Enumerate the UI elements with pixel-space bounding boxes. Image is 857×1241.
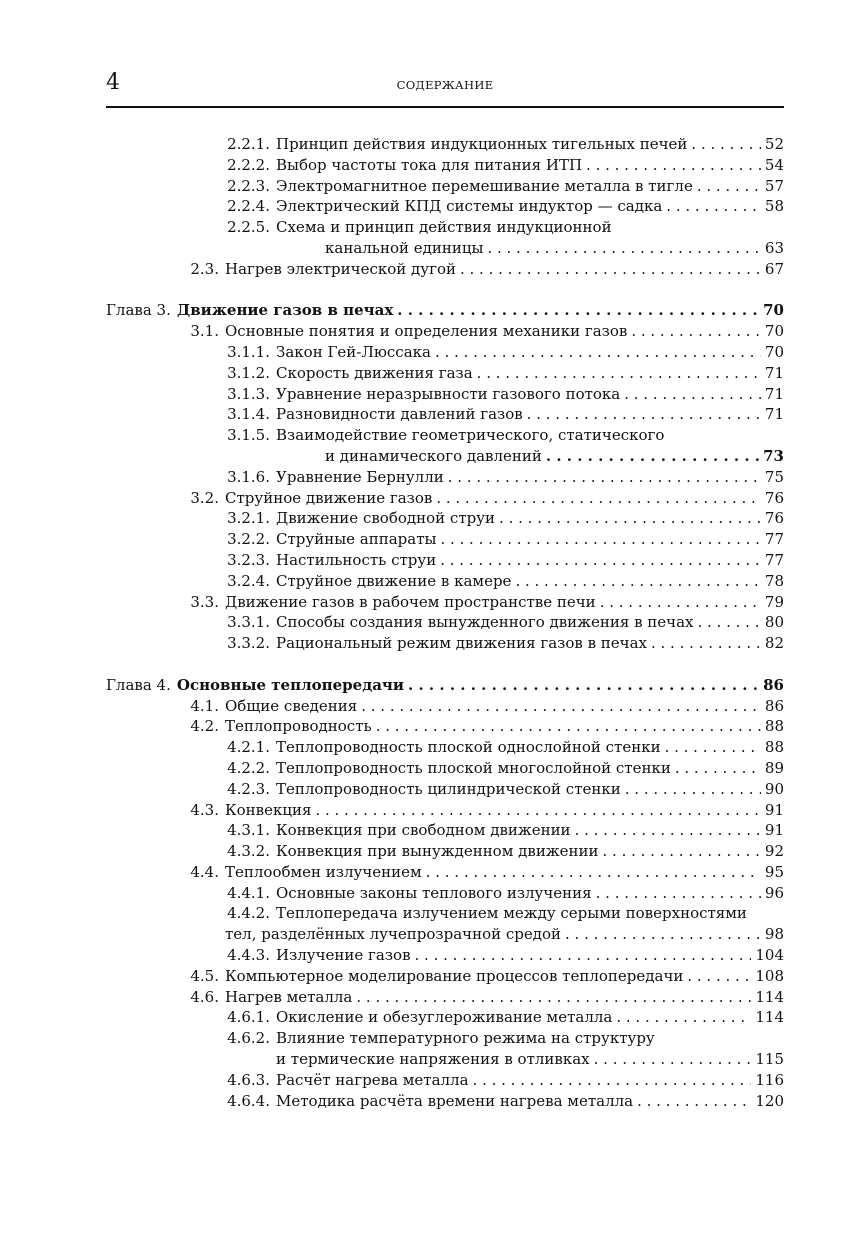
entry-page: 77 bbox=[764, 530, 784, 549]
toc-entry[interactable] bbox=[106, 1070, 784, 1091]
entry-title: Способы создания вынужденного движения в печах bbox=[276, 613, 694, 632]
leader-dots bbox=[616, 1007, 751, 1028]
toc-entry[interactable] bbox=[106, 176, 784, 197]
leader-dots bbox=[426, 862, 761, 883]
toc-entry[interactable] bbox=[106, 467, 784, 488]
entry-page: 92 bbox=[764, 842, 784, 861]
toc-entry[interactable] bbox=[106, 633, 784, 654]
entry-number: 4.1. bbox=[190, 696, 219, 715]
entry-title: Нагрев электрической дугой bbox=[225, 259, 456, 278]
toc-entry[interactable] bbox=[106, 488, 784, 509]
leader-dots bbox=[435, 342, 761, 363]
leader-dots bbox=[637, 1091, 751, 1112]
leader-dots bbox=[675, 758, 761, 779]
toc-entry[interactable] bbox=[106, 737, 784, 758]
leader-dots bbox=[397, 300, 759, 321]
entry-number: 3.3.2. bbox=[227, 634, 270, 653]
toc-entry[interactable] bbox=[106, 841, 784, 862]
entry-page: 91 bbox=[764, 821, 784, 840]
leader-dots bbox=[527, 404, 761, 425]
toc-entry[interactable] bbox=[106, 363, 784, 384]
entry-title: Теплопроводность цилиндрической стенки bbox=[276, 779, 621, 798]
running-title: СОДЕРЖАНИЕ bbox=[396, 78, 494, 92]
entry-number: 3.1.5. bbox=[227, 426, 270, 445]
entry-number: 4.2.1. bbox=[227, 738, 270, 757]
leader-dots bbox=[515, 571, 760, 592]
toc-entry[interactable] bbox=[106, 196, 784, 217]
page-header bbox=[106, 70, 784, 108]
toc-entry[interactable] bbox=[106, 1007, 784, 1028]
entry-title: Теплообмен излучением bbox=[225, 862, 422, 881]
entry-page: 89 bbox=[764, 758, 784, 777]
entry-page: 57 bbox=[764, 176, 784, 195]
leader-dots bbox=[415, 945, 752, 966]
leader-dots bbox=[477, 363, 761, 384]
entry-title: Выбор частоты тока для питания ИТП bbox=[276, 155, 583, 174]
toc-entry[interactable] bbox=[106, 862, 784, 883]
entry-number: 4.6.4. bbox=[227, 1091, 270, 1110]
entry-title: Уравнение неразрывности газового потока bbox=[276, 384, 621, 403]
entry-page: 75 bbox=[764, 467, 784, 486]
entry-number: 4.2.2. bbox=[227, 758, 270, 777]
entry-title: Теплопроводность плоской многослойной стенки bbox=[276, 758, 671, 777]
entry-page: 70 bbox=[764, 322, 784, 341]
leader-dots bbox=[487, 238, 760, 259]
entry-number: 2.2.3. bbox=[227, 176, 270, 195]
entry-page: 70 bbox=[764, 342, 784, 361]
entry-number: 2.2.2. bbox=[227, 155, 270, 174]
entry-number: 3.1.1. bbox=[227, 342, 270, 361]
entry-page: 91 bbox=[764, 800, 784, 819]
leader-dots bbox=[600, 592, 761, 613]
entry-page: 78 bbox=[764, 571, 784, 590]
toc-entry[interactable] bbox=[106, 529, 784, 550]
entry-page: 71 bbox=[764, 384, 784, 403]
toc-entry[interactable] bbox=[106, 550, 784, 571]
toc-entry-first-line[interactable] bbox=[106, 1028, 784, 1049]
toc-entry[interactable] bbox=[106, 945, 784, 966]
entry-title: Электрический КПД системы индуктор — садка bbox=[276, 197, 663, 216]
entry-page: 114 bbox=[755, 1008, 784, 1027]
entry-number: 3.3.1. bbox=[227, 613, 270, 632]
chapter-title: Основные теплопередачи bbox=[176, 675, 405, 694]
entry-page: 86 bbox=[764, 696, 784, 715]
entry-title: Нагрев металла bbox=[225, 987, 353, 1006]
toc-entry[interactable] bbox=[106, 321, 784, 342]
leader-dots bbox=[624, 384, 761, 405]
toc-entry-continuation[interactable] bbox=[106, 924, 784, 945]
leader-dots bbox=[596, 883, 761, 904]
entry-title: Принцип действия индукционных тигельных печей bbox=[276, 135, 688, 153]
entry-number: 3.1.2. bbox=[227, 363, 270, 382]
entry-number: 3.1.6. bbox=[227, 467, 270, 486]
entry-title: Конвекция bbox=[225, 800, 312, 819]
entry-page: 96 bbox=[764, 883, 784, 902]
leader-dots bbox=[697, 176, 761, 197]
entry-title: Уравнение Бернулли bbox=[276, 467, 444, 486]
toc-entry[interactable] bbox=[106, 1091, 784, 1112]
entry-page: 79 bbox=[764, 592, 784, 611]
entry-title: Закон Гей-Люссака bbox=[276, 342, 431, 361]
toc-entry[interactable] bbox=[106, 384, 784, 405]
chapter-label: Глава 4. bbox=[106, 675, 171, 694]
leader-dots bbox=[440, 529, 760, 550]
entry-number: 2.3. bbox=[190, 259, 219, 278]
page-number: 4 bbox=[106, 70, 120, 95]
leader-dots bbox=[499, 508, 761, 529]
toc-chapter-4[interactable] bbox=[106, 675, 784, 696]
entry-title: Рациональный режим движения газов в печах bbox=[276, 634, 647, 653]
entry-number: 4.4.1. bbox=[227, 883, 270, 902]
leader-dots bbox=[687, 966, 751, 987]
toc-entry[interactable] bbox=[106, 779, 784, 800]
entry-title: Теплопередача излучением между серыми поверхностями bbox=[276, 904, 747, 923]
toc-entry[interactable] bbox=[106, 612, 784, 633]
entry-title: Методика расчёта времени нагрева металла bbox=[276, 1091, 634, 1110]
entry-page: 82 bbox=[764, 634, 784, 653]
chapter-label: Глава 3. bbox=[106, 301, 171, 320]
entry-title: Струйные аппараты bbox=[276, 530, 437, 549]
toc-entry[interactable] bbox=[106, 259, 784, 280]
entry-page: 76 bbox=[764, 488, 784, 507]
entry-page: 76 bbox=[764, 509, 784, 528]
entry-number: 3.2. bbox=[190, 488, 219, 507]
entry-number: 4.3.2. bbox=[227, 842, 270, 861]
entry-number: 3.2.4. bbox=[227, 571, 270, 590]
entry-title: Струйное движение в камере bbox=[276, 571, 512, 590]
entry-page: 88 bbox=[764, 738, 784, 757]
chapter-page: 86 bbox=[763, 675, 784, 694]
entry-page: 95 bbox=[764, 862, 784, 881]
leader-dots bbox=[594, 1049, 752, 1070]
entry-title: Излучение газов bbox=[276, 946, 411, 965]
entry-number: 3.1.4. bbox=[227, 405, 270, 424]
toc-entry[interactable] bbox=[106, 155, 784, 176]
leader-dots bbox=[603, 841, 761, 862]
entry-number: 3.3. bbox=[190, 592, 219, 611]
entry-title: Общие сведения bbox=[225, 696, 358, 715]
entry-title-continued: и термические напряжения в отливках bbox=[276, 1050, 590, 1069]
entry-number: 4.3.1. bbox=[227, 821, 270, 840]
entry-number: 3.2.2. bbox=[227, 530, 270, 549]
leader-dots bbox=[376, 716, 761, 737]
entry-title-continued: и динамического давлений bbox=[325, 446, 542, 465]
entry-number: 4.4.2. bbox=[227, 904, 270, 923]
chapter-page: 70 bbox=[763, 301, 784, 320]
entry-page: 71 bbox=[764, 363, 784, 382]
entry-page: 54 bbox=[764, 155, 784, 174]
toc-entry[interactable] bbox=[106, 800, 784, 821]
leader-dots bbox=[691, 134, 761, 155]
entry-title-continued: тел, разделённых лучепрозрачной средой bbox=[225, 925, 562, 944]
leader-dots bbox=[356, 987, 751, 1008]
entry-page: 73 bbox=[763, 446, 784, 465]
entry-title-continued: канальной единицы bbox=[325, 238, 484, 257]
entry-title: Струйное движение газов bbox=[225, 488, 433, 507]
leader-dots bbox=[697, 612, 760, 633]
toc-entry[interactable] bbox=[106, 883, 784, 904]
entry-title: Основные понятия и определения механики газов bbox=[225, 322, 628, 341]
entry-title: Основные законы теплового излучения bbox=[276, 883, 592, 902]
leader-dots bbox=[436, 488, 761, 509]
entry-page: 67 bbox=[764, 259, 784, 278]
entry-title: Расчёт нагрева металла bbox=[276, 1070, 469, 1089]
entry-number: 4.2.3. bbox=[227, 779, 270, 798]
entry-number: 4.3. bbox=[190, 800, 219, 819]
toc-entry[interactable] bbox=[106, 758, 784, 779]
leader-dots bbox=[408, 675, 759, 696]
entry-title: Конвекция при вынужденном движении bbox=[276, 842, 599, 861]
leader-dots bbox=[625, 779, 761, 800]
toc-entry[interactable] bbox=[106, 966, 784, 987]
entry-page: 114 bbox=[755, 987, 784, 1006]
leader-dots bbox=[586, 155, 761, 176]
leader-dots bbox=[651, 633, 761, 654]
entry-number: 3.1.3. bbox=[227, 384, 270, 403]
toc-entry-first-line[interactable] bbox=[106, 217, 784, 238]
entry-title: Настильность струи bbox=[276, 550, 437, 569]
entry-number: 4.2. bbox=[190, 717, 219, 736]
leader-dots bbox=[448, 467, 761, 488]
entry-page: 115 bbox=[755, 1050, 784, 1069]
entry-number: 4.6.3. bbox=[227, 1070, 270, 1089]
entry-title: Конвекция при свободном движении bbox=[276, 821, 571, 840]
entry-number: 4.4. bbox=[190, 862, 219, 881]
toc-entry[interactable] bbox=[106, 820, 784, 841]
toc-entry[interactable] bbox=[106, 508, 784, 529]
leader-dots bbox=[546, 446, 759, 467]
entry-page: 77 bbox=[764, 550, 784, 569]
entry-title: Теплопроводность плоской однослойной стенки bbox=[276, 738, 661, 757]
entry-number: 3.2.3. bbox=[227, 550, 270, 569]
entry-number: 2.2.1. bbox=[227, 135, 270, 153]
entry-title: Теплопроводность bbox=[225, 717, 372, 736]
entry-title: Движение свободной струи bbox=[276, 509, 496, 528]
entry-number: 2.2.5. bbox=[227, 218, 270, 237]
entry-title: Скорость движения газа bbox=[276, 363, 473, 382]
entry-title: Разновидности давлений газов bbox=[276, 405, 523, 424]
toc-entry[interactable] bbox=[106, 696, 784, 717]
entry-page: 116 bbox=[755, 1070, 784, 1089]
entry-title: Взаимодействие геометрического, статического bbox=[276, 426, 665, 445]
entry-number: 3.2.1. bbox=[227, 509, 270, 528]
toc-entry[interactable] bbox=[106, 592, 784, 613]
toc-entry-first-line[interactable] bbox=[106, 425, 784, 446]
toc-entry-first-line[interactable] bbox=[106, 903, 784, 924]
leader-dots bbox=[575, 820, 761, 841]
chapter-title: Движение газов в печах bbox=[176, 301, 394, 320]
toc-entry[interactable] bbox=[106, 342, 784, 363]
leader-dots bbox=[565, 924, 761, 945]
entry-page: 58 bbox=[764, 197, 784, 216]
entry-page: 88 bbox=[764, 717, 784, 736]
toc-entry-continuation[interactable] bbox=[106, 446, 784, 467]
entry-number: 4.6. bbox=[190, 987, 219, 1006]
toc-entry-continuation[interactable] bbox=[106, 1049, 784, 1070]
entry-page: 71 bbox=[764, 405, 784, 424]
entry-number: 3.1. bbox=[190, 322, 219, 341]
entry-number: 4.6.2. bbox=[227, 1029, 270, 1048]
entry-title: Схема и принцип действия индукционной bbox=[276, 218, 612, 237]
entry-page: 98 bbox=[764, 925, 784, 944]
leader-dots bbox=[473, 1070, 752, 1091]
toc-chapter-3[interactable] bbox=[106, 300, 784, 321]
entry-page: 52 bbox=[764, 135, 784, 153]
entry-page: 108 bbox=[755, 966, 784, 985]
toc-entry[interactable] bbox=[106, 404, 784, 425]
leader-dots bbox=[361, 696, 761, 717]
entry-title: Влияние температурного режима на структуру bbox=[276, 1029, 655, 1048]
leader-dots bbox=[440, 550, 761, 571]
entry-number: 4.5. bbox=[190, 966, 219, 985]
toc-entry-continuation[interactable] bbox=[106, 238, 784, 259]
entry-title: Электромагнитное перемешивание металла в тигле bbox=[276, 176, 693, 195]
table-of-contents bbox=[106, 134, 784, 1111]
entry-title: Окисление и обезуглероживание металла bbox=[276, 1008, 613, 1027]
toc-entry[interactable] bbox=[106, 987, 784, 1008]
entry-page: 80 bbox=[764, 613, 784, 632]
toc-entry[interactable] bbox=[106, 134, 784, 155]
entry-page: 63 bbox=[764, 238, 784, 257]
entry-title: Компьютерное моделирование процессов теплопередачи bbox=[225, 966, 684, 985]
toc-entry[interactable] bbox=[106, 571, 784, 592]
leader-dots bbox=[666, 196, 761, 217]
leader-dots bbox=[315, 800, 760, 821]
entry-title: Движение газов в рабочем пространстве печи bbox=[225, 592, 596, 611]
leader-dots bbox=[665, 737, 761, 758]
entry-page: 104 bbox=[755, 946, 784, 965]
entry-number: 4.6.1. bbox=[227, 1008, 270, 1027]
leader-dots bbox=[631, 321, 761, 342]
leader-dots bbox=[460, 259, 761, 280]
entry-number: 4.4.3. bbox=[227, 946, 270, 965]
toc-entry[interactable] bbox=[106, 716, 784, 737]
entry-page: 90 bbox=[764, 779, 784, 798]
entry-page: 120 bbox=[755, 1091, 784, 1110]
entry-number: 2.2.4. bbox=[227, 197, 270, 216]
